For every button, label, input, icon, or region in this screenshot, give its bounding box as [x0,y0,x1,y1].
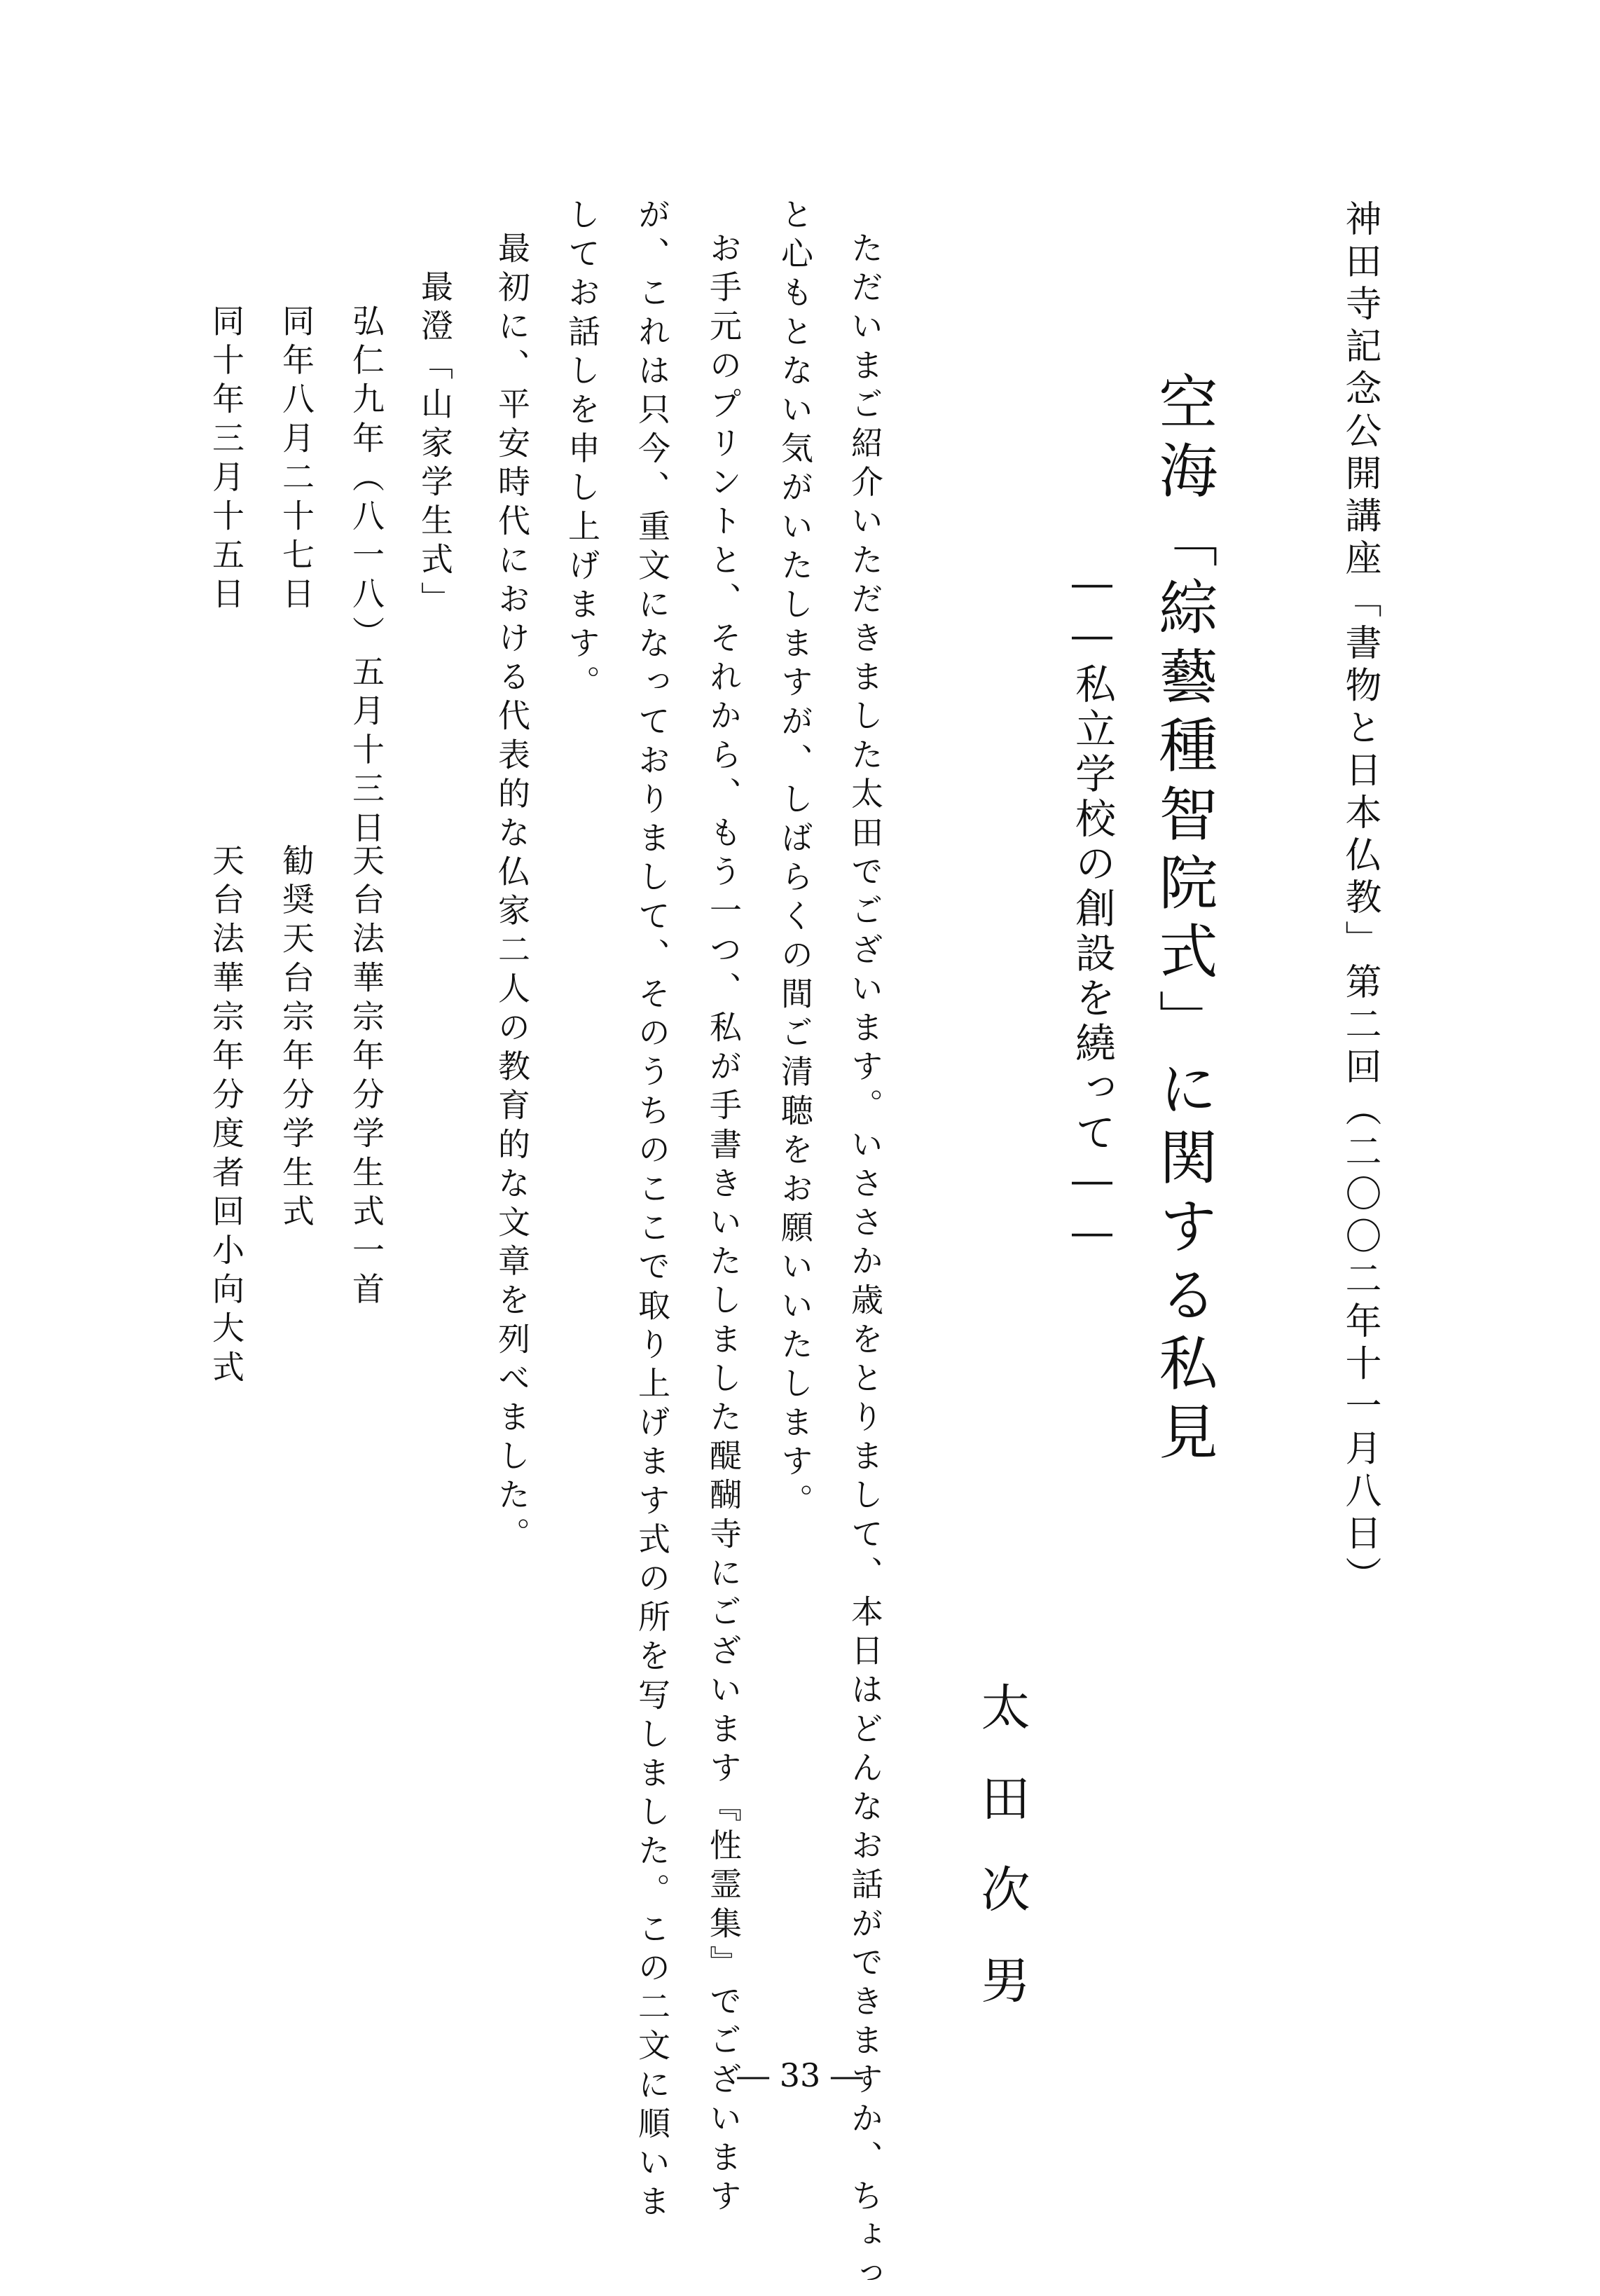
lecture-series-heading: 神田寺記念公開講座「書物と日本仏教」第二回（二〇〇二年十一月八日） [1339,200,1381,1599]
entry-name: 天台法華宗年分度者回小向大式 [207,844,245,1389]
entry-name: 天台法華宗年分学生式一首 [347,844,385,1312]
body-line: と心もとない気がいたしますが、しばらくの間ご清聴をお願いいたします。 [776,198,814,1522]
body-line: が、これは只今、重文になっておりまして、そのうちのここで取り上げます式の所を写しました。この二文に順いま [633,198,671,2224]
entry-date: 弘仁九年（八一八）五月十三日 [347,304,385,850]
body-line: ただいまご紹介いただきました太田でございます。いささか歳をとりまして、本日はどんなお話ができますか、ちょっ [846,231,884,2296]
author-name: 太田次男 [973,1682,1030,2046]
entry-date: 同年八月二十七日 [277,304,315,616]
body-line: してお話しを申し上げます。 [563,198,601,704]
article-title: 空海「綜藝種智院式」に関する私見 [1150,371,1218,1470]
entry-name: 勧奨天台宗年分学生式 [277,844,315,1233]
page-number: ― 33 ― [737,2056,863,2094]
article-subtitle: ――私立学校の創設を繞って―― [1068,559,1116,1260]
body-line: お手元のプリントと、それから、もう一つ、私が手書きいたしました醍醐寺にございます『性霊集』でございます [705,231,743,2218]
body-line: 最初に、平安時代における代表的な仏家二人の教育的な文章を列べました。 [493,231,531,1556]
document-title: 最澄「山家学生式」 [416,270,454,621]
entry-date: 同十年三月十五日 [207,304,245,616]
